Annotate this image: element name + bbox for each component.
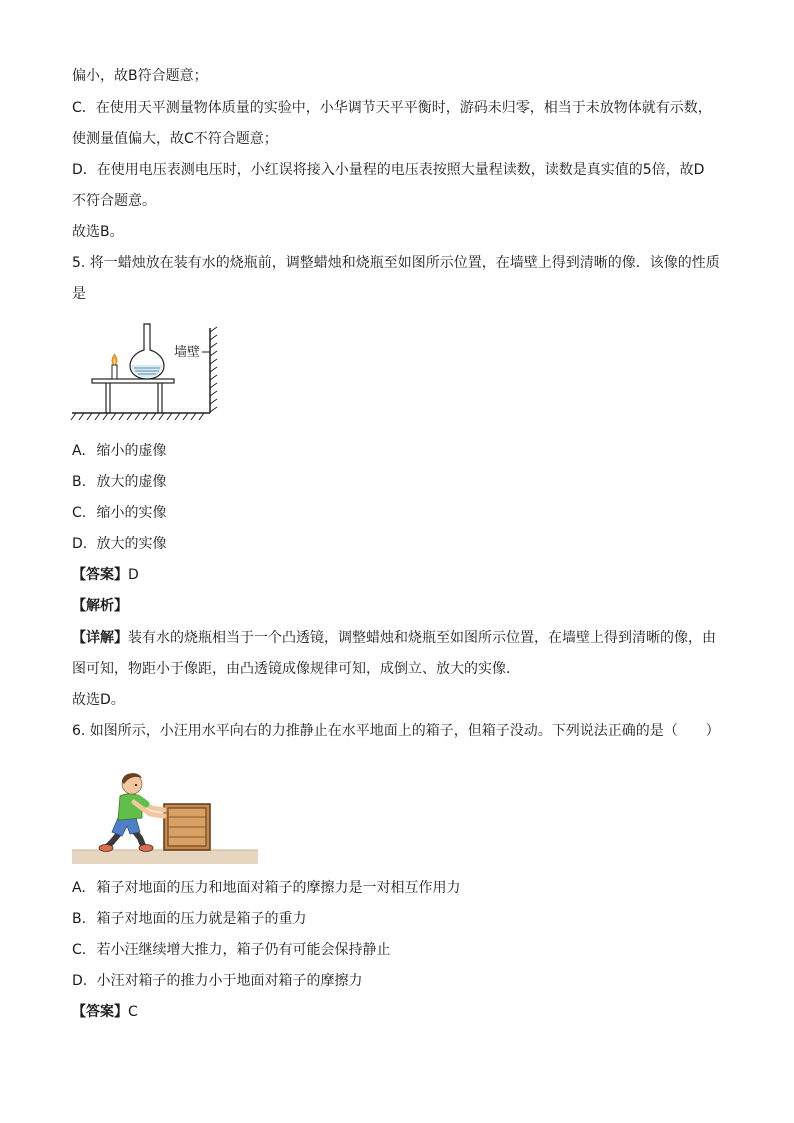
option-b[interactable] <box>72 909 306 929</box>
option-text: 若小汪继续增大推力，箱子仍有可能会保持静止 <box>96 942 391 958</box>
option-c[interactable] <box>72 940 390 960</box>
option-d[interactable] <box>72 971 362 991</box>
detail-text: 装有水的烧瓶相当于一个凸透镜，调整蜡烛和烧瓶至如图所示位置，在墙壁上得到清晰的像，由 <box>128 630 716 646</box>
text-line: 偏小，故B符合题意； <box>72 68 208 84</box>
text-line: D．在使用电压表测电压时，小红误将接入小量程的电压表按照大量程读数，读数是真实值的5倍，故D <box>72 162 705 178</box>
detail-line <box>72 628 716 648</box>
option-c[interactable] <box>72 503 166 523</box>
option-letter: B. <box>72 911 87 927</box>
option-text: 缩小的虚像 <box>96 443 167 459</box>
option-b[interactable] <box>72 472 166 492</box>
text-line: 故选B。 <box>72 224 124 240</box>
question-5-stem: 5. 将一蜡烛放在装有水的烧瓶前，调整蜡烛和烧瓶至如图所示位置，在墙壁上得到清晰的像．该像的性质 <box>72 255 720 271</box>
answer-tag: 【答案】 <box>72 1004 128 1020</box>
text-line: C．在使用天平测量物体质量的实验中，小华调节天平平衡时，游码未归零，相当于未放物体就有示数， <box>72 100 712 116</box>
option-text: 放大的实像 <box>96 536 167 552</box>
answer-line <box>72 565 139 585</box>
option-a[interactable] <box>72 878 460 898</box>
text-line: 不符合题意。 <box>72 193 156 209</box>
answer-tag: 【答案】 <box>72 567 128 583</box>
option-d[interactable] <box>72 534 166 554</box>
option-letter: A. <box>72 443 86 459</box>
wall-label: 墙壁 <box>174 345 201 360</box>
option-text: 箱子对地面的压力就是箱子的重力 <box>96 911 307 927</box>
option-letter: A. <box>72 880 86 896</box>
option-letter: C. <box>72 942 87 958</box>
text-line: 使测量值偏大，故C不符合题意； <box>72 131 278 147</box>
answer-value: C <box>128 1004 138 1020</box>
text-line: 故选D。 <box>72 692 125 708</box>
candle-flask-wall-figure <box>70 318 226 426</box>
option-letter: D. <box>72 973 88 989</box>
option-a[interactable] <box>72 441 166 461</box>
option-text: 放大的虚像 <box>96 474 167 490</box>
option-letter: C. <box>72 505 87 521</box>
option-text: 小汪对箱子的推力小于地面对箱子的摩擦力 <box>96 973 363 989</box>
option-text: 缩小的实像 <box>96 505 167 521</box>
answer-value: D <box>128 567 139 583</box>
analysis-tag: 【解析】 <box>72 598 128 614</box>
text-line: 图可知，物距小于像距，由凸透镜成像规律可知，成倒立、放大的实像． <box>72 661 520 677</box>
option-text: 箱子对地面的压力和地面对箱子的摩擦力是一对相互作用力 <box>96 880 461 896</box>
option-letter: B. <box>72 474 87 490</box>
analysis-line <box>72 596 128 616</box>
detail-tag: 【详解】 <box>72 630 128 646</box>
question-5-stem-cont: 是 <box>72 286 86 302</box>
boy-pushing-box-figure <box>72 762 260 866</box>
answer-line <box>72 1002 138 1022</box>
question-6-stem: 6. 如图所示，小汪用水平向右的力推静止在水平地面上的箱子，但箱子没动。下列说法正确的是（ ） <box>72 723 720 739</box>
option-letter: D. <box>72 536 88 552</box>
